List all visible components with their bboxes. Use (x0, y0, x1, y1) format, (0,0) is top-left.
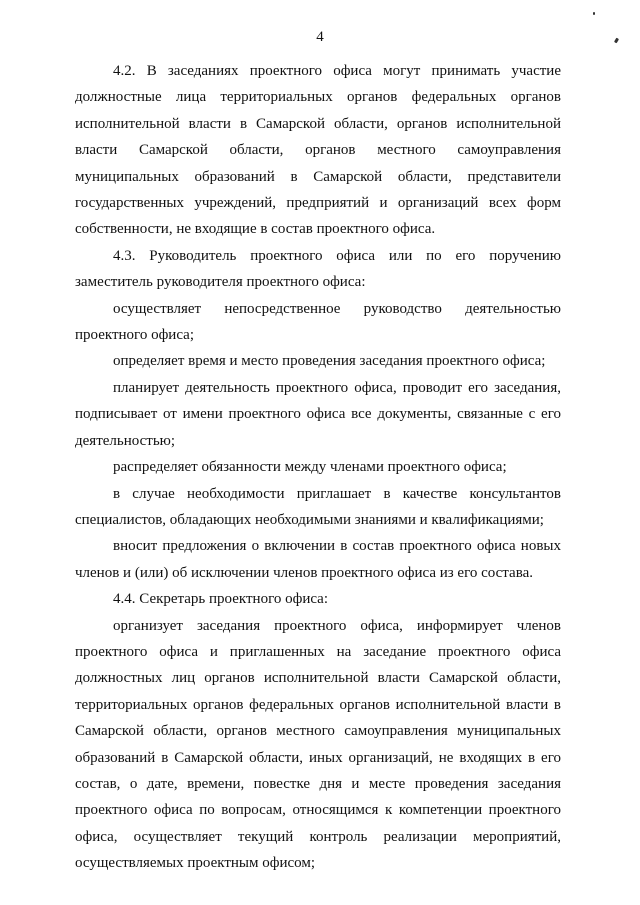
scan-artifact-mark (593, 12, 595, 15)
duty-invite-consultants: в случае необходимости приглашает в качестве консультантов специалистов, обладающих необходимыми знаниями и квалификациями; (75, 485, 561, 528)
document-body (75, 58, 561, 877)
duty-set-meeting-time: определяет время и место проведения заседания проектного офиса; (113, 353, 546, 370)
duty-plan-activity: планирует деятельность проектного офиса, проводит его заседания, подписывает от имени проектного офиса все документы, связанные с его деятельностью; (75, 379, 561, 449)
secretary-duty-organize-meetings: организует заседания проектного офиса, информирует членов проектного офиса и приглашенных на заседание проектного офиса должностных лиц органов исполнительной власти Самарской области, территориальных органов федеральных органов исполнительной власти в Самарской области, органов местного самоуправления муниципальных образований в Самарской области, иных организаций, не входящих в его состав, о дате, времени, повестке дня и месте проведения заседания проектного офиса по вопросам, относящимся к компетенции проектного офиса, осуществляет текущий контроль реализации мероприятий, осуществляемых проектным офисом; (75, 617, 561, 872)
duty-direct-management: осуществляет непосредственное руководство деятельностью проектного офиса; (75, 300, 561, 344)
paragraph-4-3: 4.3. Руководитель проектного офиса или по его поручению заместитель руководителя проектного офиса: (75, 247, 561, 291)
duty-distribute-responsibilities: распределяет обязанности между членами проектного офиса; (113, 459, 507, 476)
page-number: 4 (316, 29, 324, 45)
paragraph-4-4: 4.4. Секретарь проектного офиса: (113, 591, 329, 608)
paragraph-4-2: 4.2. В заседаниях проектного офиса могут принимать участие должностные лица территориальных органов федеральных органов исполнительной власти в Самарской области, органов исполнительной власти Самарской области, органов местного самоуправления муниципальных образований в Самарской области, представители государственных учреждений, предприятий и организаций всех форм собственности, не входящие в состав проектного офиса. (75, 63, 561, 238)
duty-propose-membership: вносит предложения о включении в состав проектного офиса новых членов и (или) об исключении членов проектного офиса из его состава. (75, 538, 561, 581)
